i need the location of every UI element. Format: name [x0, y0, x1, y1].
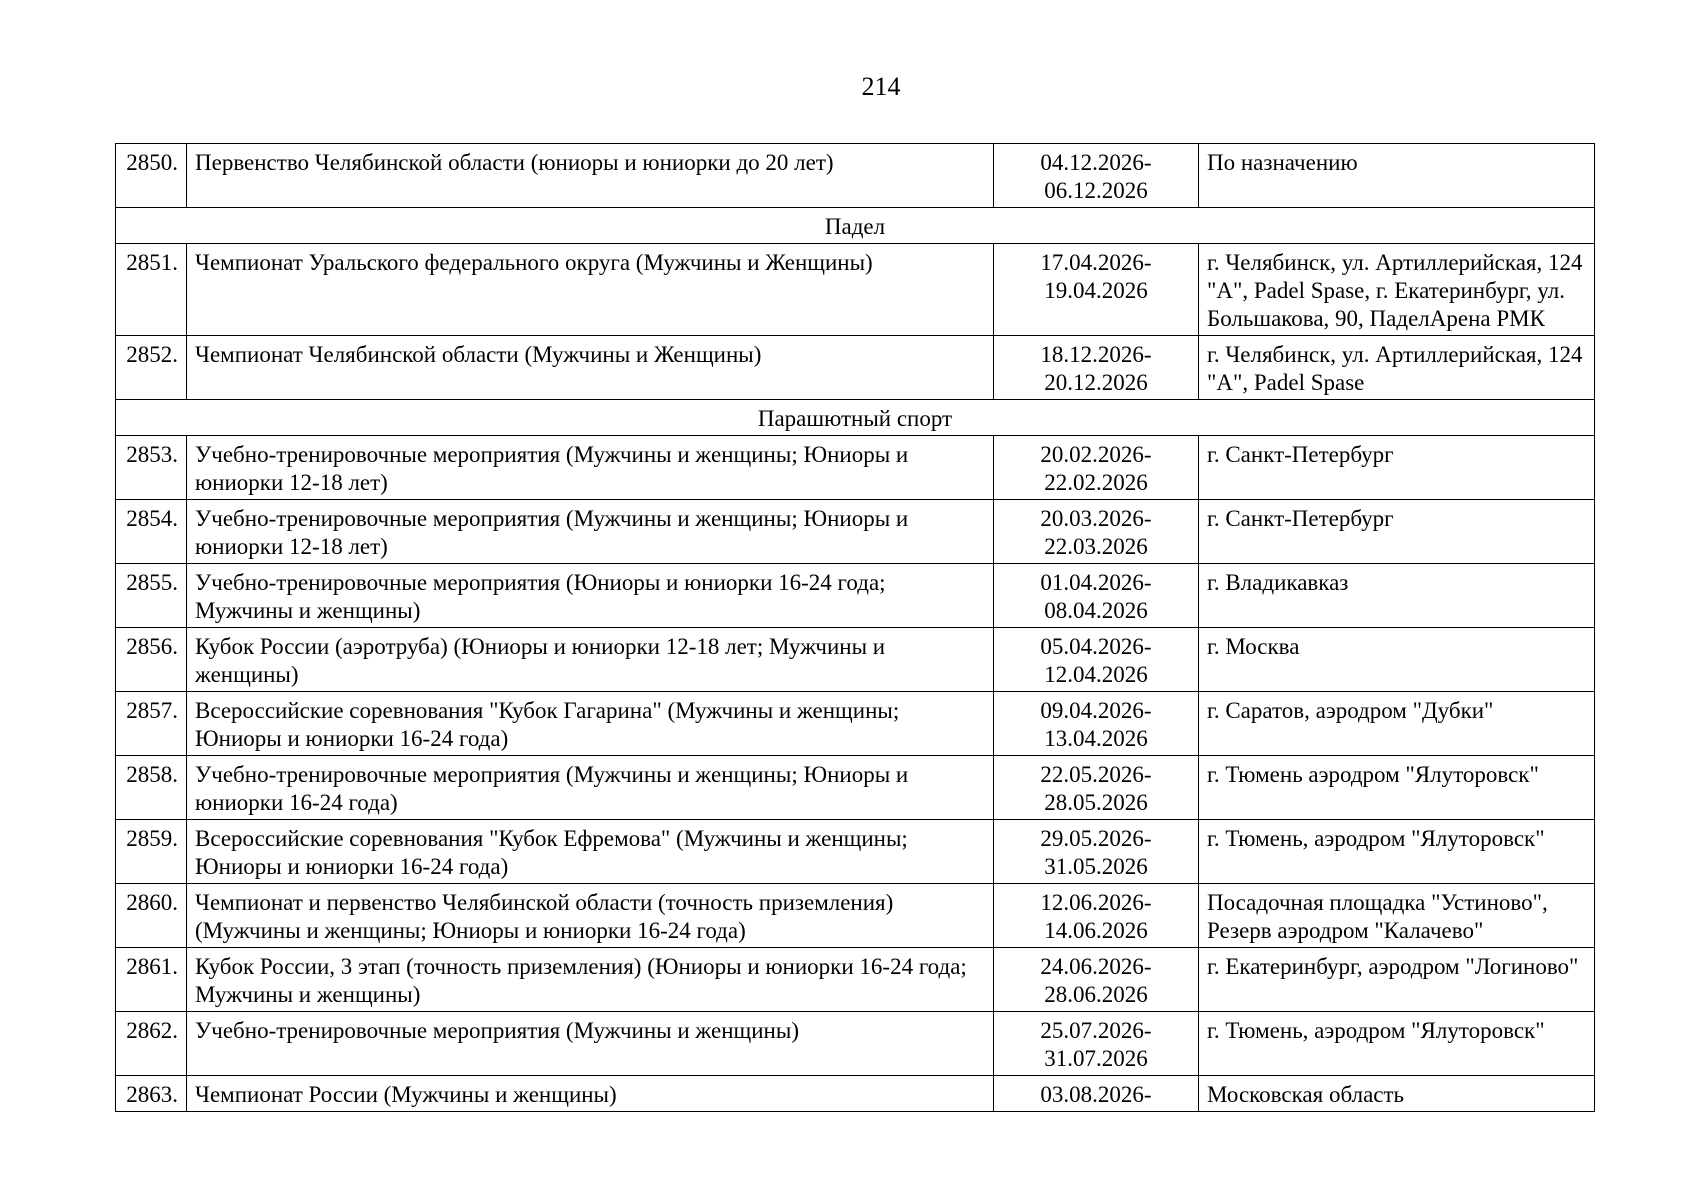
- event-dates: [994, 1076, 1199, 1112]
- sport-section-title: Падел: [116, 208, 1595, 244]
- event-place: Посадочная площадка "Устиново", Резерв аэродром "Калачево": [1199, 884, 1595, 948]
- event-date-start: 17.04.2026-: [1040, 250, 1152, 275]
- event-dates: [994, 1012, 1199, 1076]
- event-date-end: 06.12.2026: [1044, 178, 1148, 203]
- event-name: Чемпионат Уральского федерального округа (Мужчины и Женщины): [187, 244, 994, 336]
- table-row: [116, 144, 1595, 208]
- event-name: Всероссийские соревнования "Кубок Ефремова" (Мужчины и женщины; Юниоры и юниорки 16-24 года): [187, 820, 994, 884]
- event-number: 2862.: [116, 1012, 187, 1076]
- event-name: Учебно-тренировочные мероприятия (Юниоры и юниорки 16-24 года; Мужчины и женщины): [187, 564, 994, 628]
- event-date-end: 14.06.2026: [1044, 918, 1148, 943]
- event-number: 2860.: [116, 884, 187, 948]
- event-date-start: 03.08.2026-: [1040, 1082, 1152, 1107]
- event-date-start: 24.06.2026-: [1040, 954, 1152, 979]
- table-row: [116, 692, 1595, 756]
- event-place: г. Челябинск, ул. Артиллерийская, 124 "А", Padel Spase, г. Екатеринбург, ул. Большакова, 90, ПаделАрена РМК: [1199, 244, 1595, 336]
- event-place: г. Тюмень, аэродром "Ялуторовск": [1199, 820, 1595, 884]
- table-row: [116, 336, 1595, 400]
- event-date-end: 20.12.2026: [1044, 370, 1148, 395]
- event-name: Учебно-тренировочные мероприятия (Мужчины и женщины; Юниоры и юниорки 12-18 лет): [187, 500, 994, 564]
- event-date-end: 31.05.2026: [1044, 854, 1148, 879]
- event-place: г. Саратов, аэродром "Дубки": [1199, 692, 1595, 756]
- event-name: Кубок России, 3 этап (точность приземления) (Юниоры и юниорки 16-24 года; Мужчины и женщины): [187, 948, 994, 1012]
- event-number: 2850.: [116, 144, 187, 208]
- event-date-start: 20.02.2026-: [1040, 442, 1152, 467]
- event-date-start: 25.07.2026-: [1040, 1018, 1152, 1043]
- event-name: Чемпионат Челябинской области (Мужчины и Женщины): [187, 336, 994, 400]
- event-name: Первенство Челябинской области (юниоры и юниорки до 20 лет): [187, 144, 994, 208]
- table-row: [116, 1076, 1595, 1112]
- event-number: 2851.: [116, 244, 187, 336]
- event-number: 2852.: [116, 336, 187, 400]
- event-date-start: 01.04.2026-: [1040, 570, 1152, 595]
- event-dates: [994, 336, 1199, 400]
- table-row: [116, 436, 1595, 500]
- event-date-start: 29.05.2026-: [1040, 826, 1152, 851]
- section-header-row: [116, 400, 1595, 436]
- event-date-end: 28.06.2026: [1044, 982, 1148, 1007]
- event-dates: [994, 244, 1199, 336]
- event-dates: [994, 436, 1199, 500]
- event-date-start: 09.04.2026-: [1040, 698, 1152, 723]
- event-dates: [994, 564, 1199, 628]
- event-name: Чемпионат и первенство Челябинской области (точность приземления) (Мужчины и женщины; Юниоры и юниорки 16-24 года): [187, 884, 994, 948]
- table-row: [116, 948, 1595, 1012]
- event-date-start: 05.04.2026-: [1040, 634, 1152, 659]
- event-date-end: 22.03.2026: [1044, 534, 1148, 559]
- table-row: [116, 564, 1595, 628]
- event-number: 2861.: [116, 948, 187, 1012]
- table-row: [116, 244, 1595, 336]
- event-number: 2853.: [116, 436, 187, 500]
- section-header-row: [116, 208, 1595, 244]
- event-date-start: 12.06.2026-: [1040, 890, 1152, 915]
- event-number: 2863.: [116, 1076, 187, 1112]
- event-number: 2858.: [116, 756, 187, 820]
- event-date-start: 22.05.2026-: [1040, 762, 1152, 787]
- event-name: Чемпионат России (Мужчины и женщины): [187, 1076, 994, 1112]
- event-date-end: 08.04.2026: [1044, 598, 1148, 623]
- table-row: [116, 500, 1595, 564]
- table-row: [116, 884, 1595, 948]
- event-place: Московская область: [1199, 1076, 1595, 1112]
- event-dates: [994, 500, 1199, 564]
- event-place: г. Москва: [1199, 628, 1595, 692]
- event-place: г. Тюмень аэродром "Ялуторовск": [1199, 756, 1595, 820]
- event-dates: [994, 628, 1199, 692]
- event-place: г. Санкт-Петербург: [1199, 500, 1595, 564]
- event-dates: [994, 820, 1199, 884]
- event-name: Учебно-тренировочные мероприятия (Мужчины и женщины): [187, 1012, 994, 1076]
- event-name: Учебно-тренировочные мероприятия (Мужчины и женщины; Юниоры и юниорки 12-18 лет): [187, 436, 994, 500]
- event-place: По назначению: [1199, 144, 1595, 208]
- event-date-start: 20.03.2026-: [1040, 506, 1152, 531]
- events-table: [115, 143, 1595, 1112]
- event-name: Всероссийские соревнования "Кубок Гагарина" (Мужчины и женщины; Юниоры и юниорки 16-24 года): [187, 692, 994, 756]
- page-number: 214: [861, 72, 901, 101]
- event-date-end: 22.02.2026: [1044, 470, 1148, 495]
- sport-section-title: Парашютный спорт: [116, 400, 1595, 436]
- table-row: [116, 820, 1595, 884]
- event-name: Кубок России (аэротруба) (Юниоры и юниорки 12-18 лет; Мужчины и женщины): [187, 628, 994, 692]
- events-table-body: [116, 144, 1595, 1112]
- event-date-start: 04.12.2026-: [1040, 150, 1152, 175]
- event-dates: [994, 884, 1199, 948]
- event-place: г. Санкт-Петербург: [1199, 436, 1595, 500]
- event-dates: [994, 756, 1199, 820]
- event-place: г. Екатеринбург, аэродром "Логиново": [1199, 948, 1595, 1012]
- event-date-start: 18.12.2026-: [1040, 342, 1152, 367]
- event-date-end: 28.05.2026: [1044, 790, 1148, 815]
- event-dates: [994, 692, 1199, 756]
- event-place: г. Владикавказ: [1199, 564, 1595, 628]
- event-number: 2859.: [116, 820, 187, 884]
- event-dates: [994, 144, 1199, 208]
- event-date-end: 31.07.2026: [1044, 1046, 1148, 1071]
- event-date-end: 13.04.2026: [1044, 726, 1148, 751]
- event-number: 2855.: [116, 564, 187, 628]
- event-number: 2856.: [116, 628, 187, 692]
- event-date-end: 19.04.2026: [1044, 278, 1148, 303]
- event-place: г. Тюмень, аэродром "Ялуторовск": [1199, 1012, 1595, 1076]
- event-name: Учебно-тренировочные мероприятия (Мужчины и женщины; Юниоры и юниорки 16-24 года): [187, 756, 994, 820]
- table-row: [116, 1012, 1595, 1076]
- table-row: [116, 756, 1595, 820]
- event-number: 2854.: [116, 500, 187, 564]
- event-dates: [994, 948, 1199, 1012]
- event-number: 2857.: [116, 692, 187, 756]
- event-date-end: 12.04.2026: [1044, 662, 1148, 687]
- table-row: [116, 628, 1595, 692]
- event-place: г. Челябинск, ул. Артиллерийская, 124 "А", Padel Spase: [1199, 336, 1595, 400]
